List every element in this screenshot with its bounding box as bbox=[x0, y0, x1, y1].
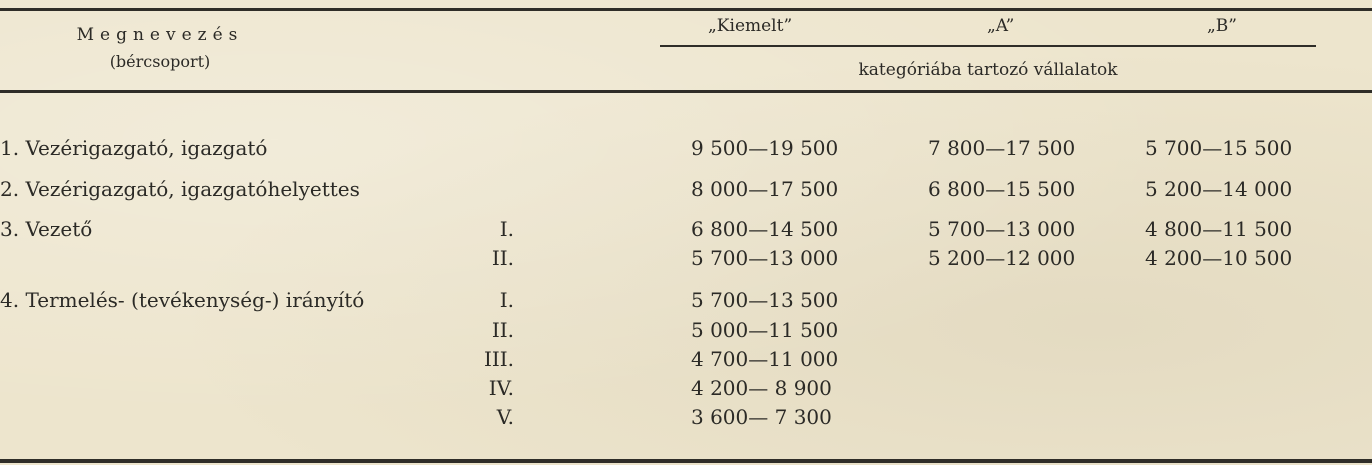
table-row bbox=[0, 374, 1372, 402]
table-row bbox=[0, 403, 1372, 431]
row-subgroup: II. bbox=[491, 318, 514, 342]
row-label: 2. Vezérigazgató, igazgatóhelyettes bbox=[0, 177, 360, 201]
row-subgroup: II. bbox=[491, 246, 514, 270]
cell-a: 5 700—13 000 bbox=[928, 217, 1076, 241]
table-row bbox=[0, 345, 1372, 373]
row-subgroup: III. bbox=[483, 347, 514, 371]
row-label: 3. Vezető bbox=[0, 217, 93, 241]
table-row bbox=[0, 175, 1372, 203]
cell-kiemelt: 5 700—13 000 bbox=[691, 246, 839, 270]
top-rule bbox=[0, 8, 1372, 11]
table-row bbox=[0, 316, 1372, 344]
cell-kiemelt: 5 000—11 500 bbox=[691, 318, 839, 342]
table-row bbox=[0, 286, 1372, 314]
header-kiemelt: „Kiemelt” bbox=[708, 16, 793, 36]
cell-b: 4 200—10 500 bbox=[1145, 246, 1293, 270]
bottom-rule bbox=[0, 459, 1372, 463]
row-label: 1. Vezérigazgató, igazgató bbox=[0, 136, 268, 160]
header-a: „A” bbox=[987, 16, 1015, 36]
table-row bbox=[0, 244, 1372, 272]
cell-b: 4 800—11 500 bbox=[1145, 217, 1293, 241]
cell-kiemelt: 9 500—19 500 bbox=[691, 136, 839, 160]
row-subgroup: IV. bbox=[488, 376, 514, 400]
cell-kiemelt: 4 700—11 000 bbox=[691, 347, 839, 371]
header-name-label: Megnevezés bbox=[76, 25, 244, 45]
cell-kiemelt: 6 800—14 500 bbox=[691, 217, 839, 241]
cell-b: 5 700—15 500 bbox=[1145, 136, 1293, 160]
cell-a: 6 800—15 500 bbox=[928, 177, 1076, 201]
cell-b: 5 200—14 000 bbox=[1145, 177, 1293, 201]
header-sub-rule bbox=[660, 45, 1316, 47]
header-category-label: kategóriába tartozó vállalatok bbox=[858, 60, 1118, 80]
header-bottom-rule bbox=[0, 90, 1372, 93]
cell-kiemelt: 8 000—17 500 bbox=[691, 177, 839, 201]
cell-kiemelt: 5 700—13 500 bbox=[691, 288, 839, 312]
cell-a: 5 200—12 000 bbox=[928, 246, 1076, 270]
row-subgroup: I. bbox=[499, 288, 514, 312]
table-row bbox=[0, 215, 1372, 243]
cell-kiemelt: 3 600— 7 300 bbox=[691, 405, 832, 429]
header-b: „B” bbox=[1207, 16, 1237, 36]
cell-a: 7 800—17 500 bbox=[928, 136, 1076, 160]
row-label: 4. Termelés- (tevékenység-) irányító bbox=[0, 288, 365, 312]
header-group-label: (bércsoport) bbox=[109, 52, 211, 71]
row-subgroup: V. bbox=[496, 405, 514, 429]
cell-kiemelt: 4 200— 8 900 bbox=[691, 376, 832, 400]
table-row bbox=[0, 134, 1372, 162]
row-subgroup: I. bbox=[499, 217, 514, 241]
